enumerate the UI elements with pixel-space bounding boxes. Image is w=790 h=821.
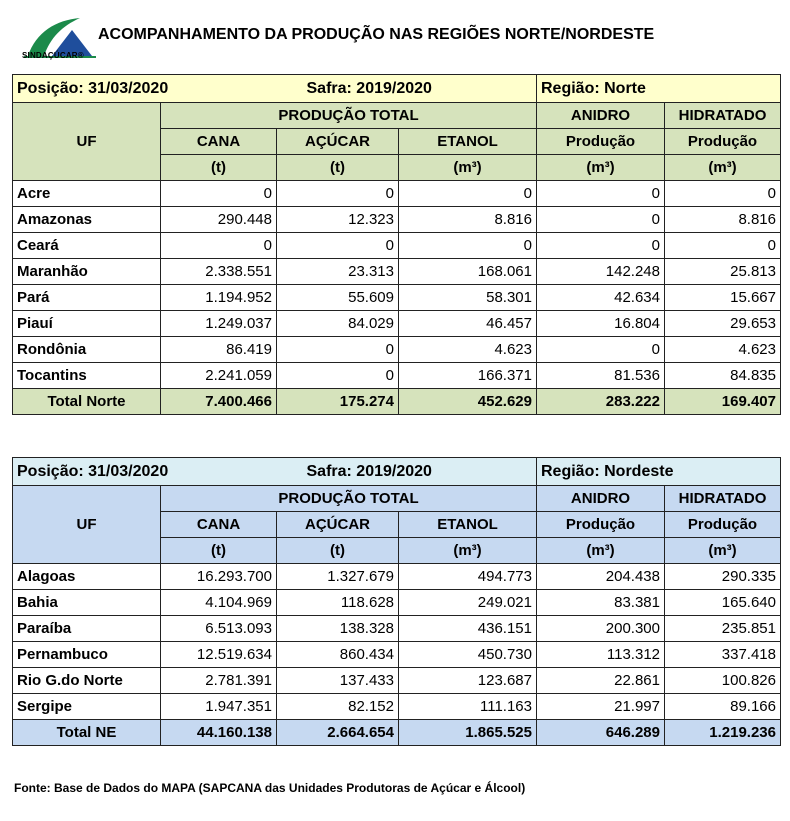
table-row (13, 694, 781, 720)
uf-cell: Maranhão (13, 259, 161, 285)
nordeste-anidro-unit: (m³) (537, 538, 665, 564)
anidro-cell: 200.300 (537, 616, 665, 642)
acucar-cell: 23.313 (277, 259, 399, 285)
norte-anidro-header: ANIDRO (537, 103, 665, 129)
nordeste-body (13, 564, 781, 746)
total-anidro: 646.289 (537, 720, 665, 746)
total-hidratado: 1.219.236 (665, 720, 781, 746)
nordeste-anidro-header: ANIDRO (537, 486, 665, 512)
acucar-cell: 137.433 (277, 668, 399, 694)
anidro-cell: 204.438 (537, 564, 665, 590)
anidro-cell: 42.634 (537, 285, 665, 311)
hidratado-cell: 89.166 (665, 694, 781, 720)
nordeste-position: Posição: 31/03/2020 (13, 458, 277, 486)
cana-cell: 2.781.391 (161, 668, 277, 694)
hidratado-cell: 337.418 (665, 642, 781, 668)
uf-cell: Tocantins (13, 363, 161, 389)
nordeste-hidratado-header: HIDRATADO (665, 486, 781, 512)
etanol-cell: 58.301 (399, 285, 537, 311)
hidratado-cell: 165.640 (665, 590, 781, 616)
nordeste-etanol-unit: (m³) (399, 538, 537, 564)
nordeste-producao-total-header: PRODUÇÃO TOTAL (161, 486, 537, 512)
nordeste-info-row (13, 458, 781, 486)
nordeste-anidro-producao-header: Produção (537, 512, 665, 538)
hidratado-cell: 0 (665, 181, 781, 207)
hidratado-cell: 25.813 (665, 259, 781, 285)
anidro-cell: 81.536 (537, 363, 665, 389)
cana-cell: 290.448 (161, 207, 277, 233)
total-acucar: 175.274 (277, 389, 399, 415)
cana-cell: 0 (161, 233, 277, 259)
norte-producao-total-header: PRODUÇÃO TOTAL (161, 103, 537, 129)
anidro-cell: 22.861 (537, 668, 665, 694)
table-row (13, 181, 781, 207)
anidro-cell: 21.997 (537, 694, 665, 720)
total-cana: 7.400.466 (161, 389, 277, 415)
table-row (13, 259, 781, 285)
norte-hidratado-header: HIDRATADO (665, 103, 781, 129)
nordeste-table (12, 457, 781, 746)
uf-cell: Pará (13, 285, 161, 311)
etanol-cell: 168.061 (399, 259, 537, 285)
hidratado-cell: 100.826 (665, 668, 781, 694)
norte-table (12, 74, 781, 415)
uf-cell: Rio G.do Norte (13, 668, 161, 694)
etanol-cell: 436.151 (399, 616, 537, 642)
table-row (13, 642, 781, 668)
nordeste-safra: Safra: 2019/2020 (277, 458, 537, 486)
source-note: Fonte: Base de Dados do MAPA (SAPCANA das Unidades Produtoras de Açúcar e Álcool) (14, 781, 526, 795)
hidratado-cell: 290.335 (665, 564, 781, 590)
hidratado-cell: 8.816 (665, 207, 781, 233)
norte-hidratado-producao-header: Produção (665, 129, 781, 155)
table-row (13, 207, 781, 233)
norte-cana-unit: (t) (161, 155, 277, 181)
hidratado-cell: 235.851 (665, 616, 781, 642)
cana-cell: 1.947.351 (161, 694, 277, 720)
table-row (13, 616, 781, 642)
norte-anidro-unit: (m³) (537, 155, 665, 181)
uf-cell: Bahia (13, 590, 161, 616)
total-label: Total NE (13, 720, 161, 746)
norte-etanol-unit: (m³) (399, 155, 537, 181)
etanol-cell: 4.623 (399, 337, 537, 363)
table-row (13, 337, 781, 363)
uf-cell: Rondônia (13, 337, 161, 363)
acucar-cell: 55.609 (277, 285, 399, 311)
etanol-cell: 46.457 (399, 311, 537, 337)
uf-cell: Alagoas (13, 564, 161, 590)
anidro-cell: 16.804 (537, 311, 665, 337)
table-row (13, 590, 781, 616)
acucar-cell: 0 (277, 233, 399, 259)
uf-cell: Acre (13, 181, 161, 207)
etanol-cell: 450.730 (399, 642, 537, 668)
norte-total-row (13, 389, 781, 415)
uf-cell: Amazonas (13, 207, 161, 233)
total-etanol: 1.865.525 (399, 720, 537, 746)
norte-body (13, 181, 781, 415)
norte-cana-header: CANA (161, 129, 277, 155)
uf-cell: Sergipe (13, 694, 161, 720)
cana-cell: 2.338.551 (161, 259, 277, 285)
logo-text: SINDAÇÚCAR® (22, 51, 84, 60)
table-row (13, 311, 781, 337)
page-title: ACOMPANHAMENTO DA PRODUÇÃO NAS REGIÕES NORTE/NORDESTE (98, 26, 655, 43)
table-row (13, 285, 781, 311)
hidratado-cell: 15.667 (665, 285, 781, 311)
cana-cell: 1.249.037 (161, 311, 277, 337)
norte-acucar-unit: (t) (277, 155, 399, 181)
table-row (13, 363, 781, 389)
norte-region: Região: Norte (537, 75, 781, 103)
acucar-cell: 1.327.679 (277, 564, 399, 590)
etanol-cell: 166.371 (399, 363, 537, 389)
cana-cell: 12.519.634 (161, 642, 277, 668)
total-hidratado: 169.407 (665, 389, 781, 415)
total-acucar: 2.664.654 (277, 720, 399, 746)
norte-anidro-producao-header: Produção (537, 129, 665, 155)
anidro-cell: 0 (537, 181, 665, 207)
cana-cell: 2.241.059 (161, 363, 277, 389)
nordeste-acucar-header: AÇÚCAR (277, 512, 399, 538)
acucar-cell: 138.328 (277, 616, 399, 642)
hidratado-cell: 4.623 (665, 337, 781, 363)
nordeste-region: Região: Nordeste (537, 458, 781, 486)
nordeste-hidratado-unit: (m³) (665, 538, 781, 564)
nordeste-acucar-unit: (t) (277, 538, 399, 564)
etanol-cell: 111.163 (399, 694, 537, 720)
acucar-cell: 118.628 (277, 590, 399, 616)
norte-uf-header: UF (13, 103, 161, 181)
etanol-cell: 0 (399, 181, 537, 207)
acucar-cell: 860.434 (277, 642, 399, 668)
total-cana: 44.160.138 (161, 720, 277, 746)
cana-cell: 86.419 (161, 337, 277, 363)
acucar-cell: 0 (277, 337, 399, 363)
uf-cell: Paraíba (13, 616, 161, 642)
nordeste-etanol-header: ETANOL (399, 512, 537, 538)
acucar-cell: 82.152 (277, 694, 399, 720)
hidratado-cell: 29.653 (665, 311, 781, 337)
anidro-cell: 0 (537, 207, 665, 233)
anidro-cell: 113.312 (537, 642, 665, 668)
etanol-cell: 249.021 (399, 590, 537, 616)
hidratado-cell: 84.835 (665, 363, 781, 389)
uf-cell: Piauí (13, 311, 161, 337)
uf-cell: Pernambuco (13, 642, 161, 668)
cana-cell: 6.513.093 (161, 616, 277, 642)
nordeste-total-row (13, 720, 781, 746)
anidro-cell: 142.248 (537, 259, 665, 285)
table-row (13, 564, 781, 590)
norte-position: Posição: 31/03/2020 (13, 75, 277, 103)
nordeste-hidratado-producao-header: Produção (665, 512, 781, 538)
anidro-cell: 0 (537, 337, 665, 363)
acucar-cell: 84.029 (277, 311, 399, 337)
etanol-cell: 8.816 (399, 207, 537, 233)
cana-cell: 16.293.700 (161, 564, 277, 590)
anidro-cell: 0 (537, 233, 665, 259)
nordeste-cana-unit: (t) (161, 538, 277, 564)
etanol-cell: 0 (399, 233, 537, 259)
norte-etanol-header: ETANOL (399, 129, 537, 155)
norte-acucar-header: AÇÚCAR (277, 129, 399, 155)
table-row (13, 233, 781, 259)
anidro-cell: 83.381 (537, 590, 665, 616)
norte-info-row (13, 75, 781, 103)
acucar-cell: 0 (277, 363, 399, 389)
nordeste-cana-header: CANA (161, 512, 277, 538)
norte-safra: Safra: 2019/2020 (277, 75, 537, 103)
total-etanol: 452.629 (399, 389, 537, 415)
cana-cell: 1.194.952 (161, 285, 277, 311)
total-label: Total Norte (13, 389, 161, 415)
table-row (13, 668, 781, 694)
norte-hidratado-unit: (m³) (665, 155, 781, 181)
cana-cell: 4.104.969 (161, 590, 277, 616)
hidratado-cell: 0 (665, 233, 781, 259)
etanol-cell: 123.687 (399, 668, 537, 694)
acucar-cell: 0 (277, 181, 399, 207)
etanol-cell: 494.773 (399, 564, 537, 590)
cana-cell: 0 (161, 181, 277, 207)
acucar-cell: 12.323 (277, 207, 399, 233)
uf-cell: Ceará (13, 233, 161, 259)
total-anidro: 283.222 (537, 389, 665, 415)
nordeste-uf-header: UF (13, 486, 161, 564)
